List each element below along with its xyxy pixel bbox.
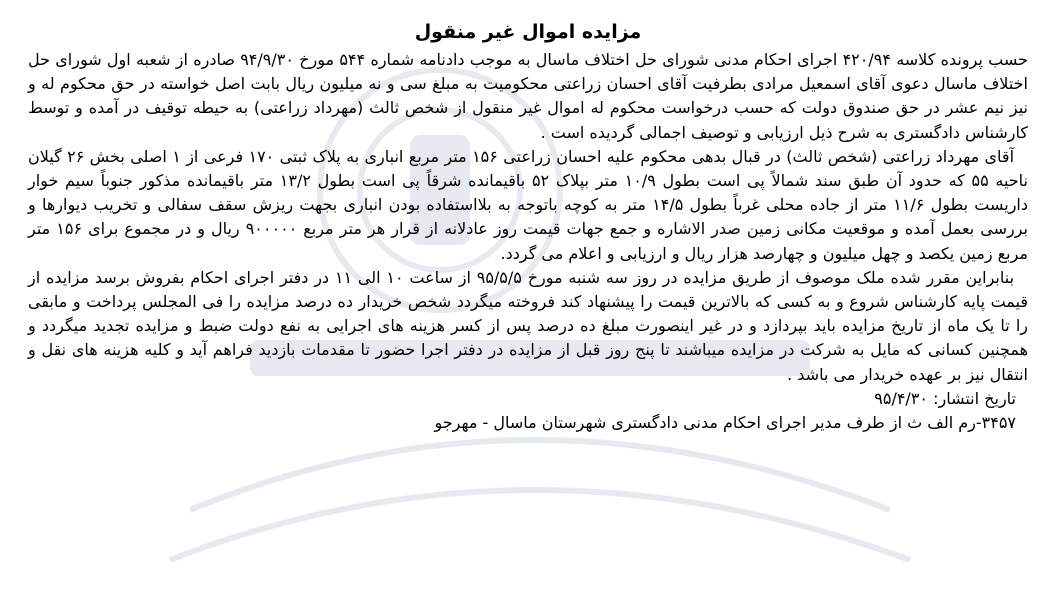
publication-date: تاریخ انتشار: ۹۵/۴/۳۰ [874, 388, 1016, 408]
auction-terms-paragraph: بنابراین مقرر شده ملک موصوف از طریق مزایده در روز سه شنبه مورخ ۹۵/۵/۵ از ساعت ۱۰ الی ۱۱ در دفتر اجرای احکام بفروش برسد مزایده از قیمت پایه کارشناس شروع و به کسی که بالاترین قیمت را پیشنهاد کند فروخته میگردد شخص خریدار ده درصد مزایده را فی المجلس پرداخت و مابقی را تا یک ماه از تاریخ مزایده باید بپردازد و در غیر اینصورت مبلغ ده درصد پس از کسر هزینه های اجرایی به نفع دولت ضبط و مزایده تجدید میگردد و همچنین کسانی که مایل به شرکت در مزایده میباشند تا پنج روز قبل از مزایده در دفتر اجرا حضور تا مقدمات بازدید فراهم آید و کلیه هزینه های نقل و انتقال نیز بر عهده خریدار می باشد . [28, 267, 1028, 384]
signature-line: ۳۴۵۷-رم الف ث از طرف مدیر اجرای احکام مدنی دادگستری شهرستان ماسال - مهرجو [434, 413, 1016, 433]
auction-notice [28, 18, 1028, 435]
case-paragraph: حسب پرونده کلاسه ۴۲۰/۹۴ اجرای احکام مدنی شورای حل اختلاف ماسال به موجب دادنامه شماره ۵۴۴ مورخ ۹۴/۹/۳۰ صادره از شعبه اول شورای حل اختلاف ماسال دعوی آقای اسمعیل مرادی بطرفیت آقای احسان زراعتی محکومیت به مبلغ سی و نه میلیون ریال بابت اصل خواسته در حق محکوم له و نیز نیم عشر در حق صندوق دولت که حسب درخواست محکوم له اموال غیر منقول از شخص ثالث (مهرداد زراعتی) به حیطه توقیف در آمده و توسط کارشناس دادگستری به شرح ذیل ارزیابی و توصیف اجمالی گردیده است . [28, 50, 1028, 142]
page-title: مزایده اموال غیر منقول [414, 21, 642, 43]
property-paragraph: آقای مهرداد زراعتی (شخص ثالث) در قبال بدهی محکوم علیه احسان زراعتی ۱۵۶ متر مربع انباری به پلاک ثبتی ۱۷۰ فرعی از ۱ اصلی بخش ۲۶ گیلان ناحیه ۵۵ که حدود آن طبق سند شمالاً پی است بطول ۱۰/۹ متر بپلاک ۵۲ باقیمانده شرقاً پی است بطول ۱۳/۲ متر باقیمانده مذکور جنوباً سیم خوار داریست بطول ۱۱/۶ متر از جاده محلی غرباً بطول ۱۴/۵ متر به کوچه باتوجه به بلااستفاده بودن انباری بجهت ریزش سقف سفالی و تخریب دیوارها و بررسی بعمل آمده و موقعیت مکانی زمین صدر الاشاره و جمع جهات قیمت روز عادلانه از قرار هر متر مربع ۹۰۰۰۰۰ ریال و در مجموع برای ۱۵۶ متر مربع زمین یکصد و چهل میلیون و چهارصد هزار ریال و ارزیابی و اعلام می گردد. [28, 146, 1029, 263]
